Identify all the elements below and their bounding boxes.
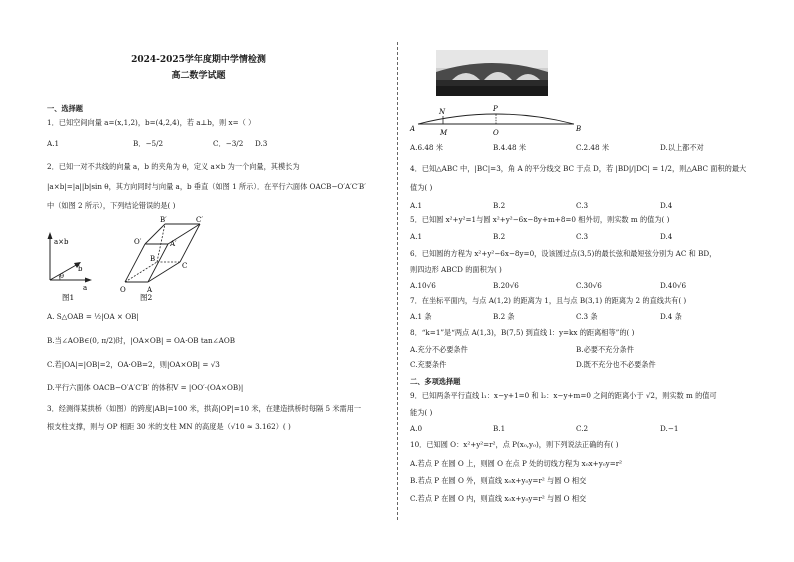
question-4-line-2: 值为( ) [410,183,433,192]
bridge-point-n: N [439,108,446,116]
q5-option-d: D.4 [660,232,673,241]
q3-option-b: B.4.48 米 [493,143,527,152]
fig1-theta-label: θ [60,272,64,280]
q7-option-a: A.1 条 [410,312,432,321]
q5-option-c: C.3 [576,232,589,241]
question-3-line-2: 根支柱支撑，则与 OP 相距 30 米的支柱 MN 的高度是（√10 ≈ 3.162）( ) [47,422,291,431]
question-9-line-1: 9．已知两条平行直线 l₁：x−y+1=0 和 l₂：x−y+m=0 之间的距离小于 √2，则实数 m 的值可 [410,391,717,400]
question-7: 7．在坐标平面内，与点 A(1,2) 的距离为 1，且与点 B(3,1) 的距离为 2 的直线共有( ) [410,296,687,305]
figure-2-label: 图2 [140,293,153,302]
q6-option-b: B.20√6 [493,281,519,290]
figures-q2 [40,214,210,306]
q8-option-d: D.既不充分也不必要条件 [576,360,656,369]
figure-2-parallelepiped [120,216,203,302]
question-6-line-1: 6．已知圆的方程为 x²+y²−6x−8y=0，设该圆过点(3,5)的最长弦和最短弦分别为 AC 和 BD， [410,249,717,258]
q10-option-c: C.若点 P 在圆 O 内，则直线 x₀x+y₀y=r² 与圆 O 相交 [410,494,587,503]
fig2-point-a: A [147,286,153,294]
q1-option-a: A.1 [47,139,60,148]
q4-option-c: C.3 [576,201,589,210]
q8-option-b: B.必要不充分条件 [576,345,634,354]
q2-option-c: C.若|OA|=|OB|=2，OA·OB=2，则|OA×OB| = √3 [47,360,220,369]
q6-option-a: A.10√6 [410,281,436,290]
q5-option-a: A.1 [410,232,423,241]
right-column [398,0,794,562]
q3-option-c: C.2.48 米 [576,143,610,152]
question-5: 5．已知圆 x²+y²=1与圆 x²+y²−6x−8y+m+8=0 相外切，则实数 m 的值为( ) [410,215,670,224]
q4-option-b: B.2 [493,201,506,210]
exam-title: 2024-2025学年度期中学情检测 [131,55,266,65]
q6-option-d: D.40√6 [660,281,687,290]
q2-option-d: D.平行六面体 OACB−O′A′C′B′ 的体积V = |OO′·(OA×OB)| [47,383,244,392]
q3-option-d: D.以上都不对 [660,143,704,152]
fig2-point-b: B [150,255,156,263]
q1-option-b: B．−5/2 [133,139,164,148]
q9-option-c: C.2 [576,424,589,433]
q7-option-b: B.2 条 [493,312,515,321]
figure-1-cross-product [48,232,93,302]
q2-option-a: A. S△OAB = ½|OA × OB| [47,312,139,321]
fig2-point-c: C [182,262,188,270]
q6-option-c: C.30√6 [576,281,602,290]
figure-1-label: 图1 [62,293,75,302]
question-2-line-3: 中（如图 2 所示），下列结论错误的是( ) [47,201,176,210]
fig2-point-a-prime: A′ [170,240,177,248]
bridge-point-b: B [576,125,582,133]
q8-option-a: A.充分不必要条件 [410,345,468,354]
q1-option-d: D.3 [255,139,268,148]
bridge-point-m: M [440,129,448,137]
fig1-a-label: a [83,284,88,292]
fig2-point-b-prime: B′ [160,216,167,224]
fig2-point-o: O [120,286,126,294]
exam-subtitle: 高二数学试题 [171,71,226,81]
q9-option-d: D.−1 [660,424,679,433]
fig1-axb-label: a×b [54,238,69,246]
q4-option-a: A.1 [410,201,423,210]
question-3-line-1: 3．经测得某拱桥（如图）的跨度|AB|=100 米，拱高|OP|=10 米，在建造拱桥时每隔 5 米需用一 [47,404,362,413]
question-9-line-2: 能为( ) [410,408,433,417]
bridge-photo [436,50,548,96]
bridge-point-p: P [493,105,498,113]
question-2-line-2: |a×b|=|a||b|sin θ，其方向同时与向量 a，b 垂直（如图 1 所示）．在平行六面体 OACB−O′A′C′B′ [47,182,366,191]
question-10: 10．已知圆 O：x²+y²=r²，点 P(x₀,y₀)，则下列说法正确的有( ) [410,440,619,449]
q9-option-b: B.1 [493,424,506,433]
fig1-b-label: b [78,265,83,273]
fig2-point-c-prime: C′ [196,216,203,224]
question-8: 8．“k=1”是“两点 A(1,3)，B(7,5) 到直线 l：y=kx 的距离相等”的( ) [410,328,635,337]
q7-option-d: D.4 条 [660,312,682,321]
question-6-line-2: 则四边形 ABCD 的面积为( ) [410,265,502,274]
question-2-line-1: 2．已知一对不共线的向量 a，b 的夹角为 θ，定义 a×b 为一个向量，其模长为 [47,162,300,171]
fig2-point-o-prime: O′ [134,238,142,246]
q7-option-c: C.3 条 [576,312,598,321]
q1-option-c: C．−3/2 [213,139,244,148]
question-4-line-1: 4．已知△ABC 中，|BC|=3，角 A 的平分线交 BC 于点 D，若 |BD|/|DC| = 1/2，则△ABC 面积的最大 [410,164,747,173]
bridge-point-o: O [493,129,499,137]
section-heading-choice: 一、选择题 [47,104,83,113]
bridge-point-a: A [410,125,416,133]
question-1: 1．已知空间向量 a=(x,1,2)，b=(4,2,4)，若 a⊥b，则 x=（ ） [47,118,256,127]
q9-option-a: A.0 [410,424,423,433]
q10-option-b: B.若点 P 在圆 O 外，则直线 x₀x+y₀y=r² 与圆 O 相交 [410,476,587,485]
bridge-diagram [406,104,586,138]
q5-option-b: B.2 [493,232,506,241]
section-heading-multiple: 二、多项选择题 [410,377,461,386]
q8-option-c: C.充要条件 [410,360,447,369]
q10-option-a: A.若点 P 在圆 O 上，则圆 O 在点 P 处的切线方程为 x₀x+y₀y=r² [410,459,623,468]
q3-option-a: A.6.48 米 [410,143,443,152]
q4-option-d: D.4 [660,201,673,210]
q2-option-b: B.当∠AOB∈(0, π/2)时，|OA×OB| = OA·OB tan∠AOB [47,336,236,345]
